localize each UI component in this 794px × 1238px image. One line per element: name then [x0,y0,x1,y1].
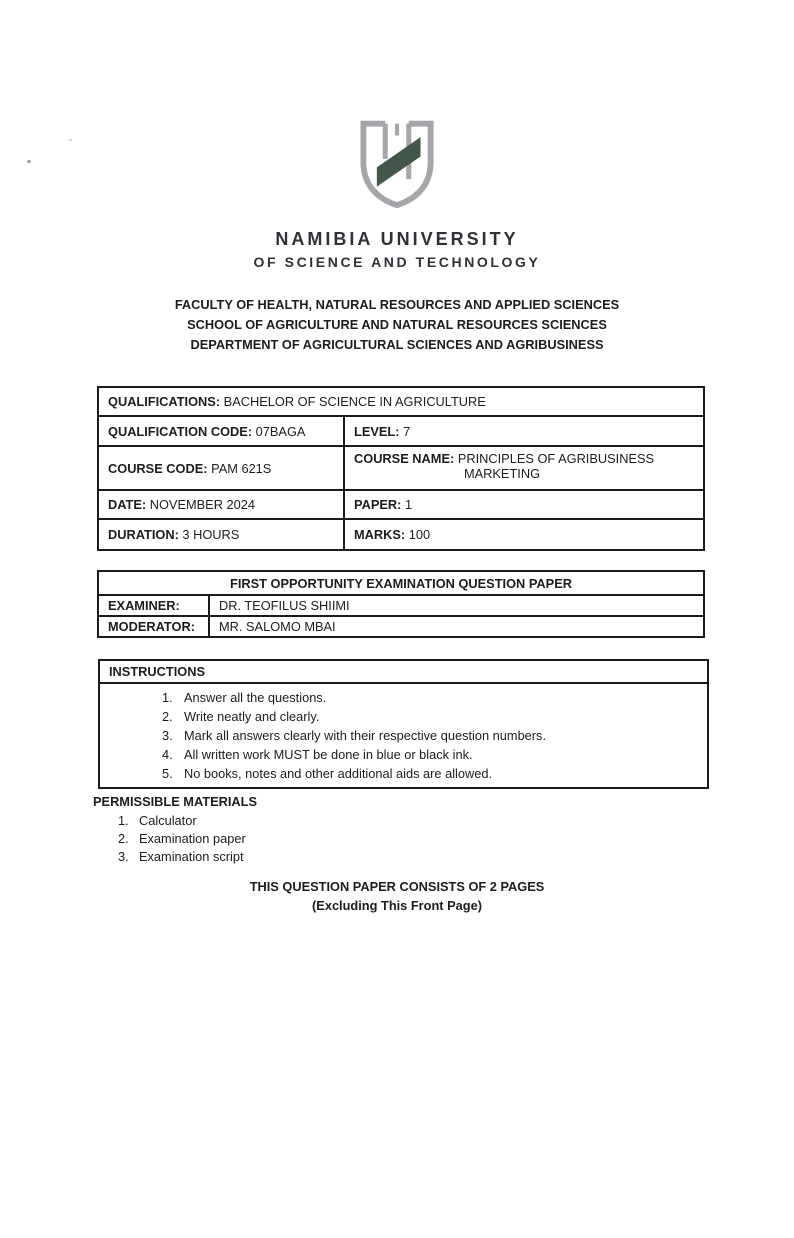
instructions-title: INSTRUCTIONS [100,661,707,684]
faculty-line: FACULTY OF HEALTH, NATURAL RESOURCES AND APPLIED SCIENCES [174,297,620,312]
table-row [98,519,704,550]
paper-label: PAPER: [354,497,402,512]
course-name-value-line2: MARKETING [463,466,541,481]
university-wordmark [0,229,794,270]
permissible-materials-list [118,812,794,866]
list-item: Calculator [139,813,197,828]
scan-speck [27,160,31,163]
exam-paper-title: FIRST OPPORTUNITY EXAMINATION QUESTION PAPER [98,571,704,595]
course-code-value: PAM 621S [211,460,272,476]
faculty-heading [0,295,794,355]
list-item: Write neatly and clearly. [184,709,320,724]
qualification-code-value: 07BAGA [255,423,306,439]
scan-speck [69,139,72,141]
marks-cell [344,519,704,550]
course-code-label: COURSE CODE: [108,460,208,476]
course-details-table [97,386,705,551]
level-value: 7 [403,423,411,439]
permissible-materials-title: PERMISSIBLE MATERIALS [93,794,257,809]
course-code-cell [98,446,344,490]
qualifications-cell [98,387,704,416]
table-row [98,595,704,616]
list-item: Answer all the questions. [184,690,327,705]
qualifications-value: BACHELOR OF SCIENCE IN AGRICULTURE [223,394,486,409]
course-name-value: PRINCIPLES OF AGRIBUSINESS [457,451,655,466]
university-logo [0,116,794,217]
marks-value: 100 [408,527,431,542]
list-item: No books, notes and other additional aids are allowed. [184,766,493,781]
list-item: Examination script [139,849,244,864]
instructions-list [100,684,707,787]
examiner-value: DR. TEOFILUS SHIIMI [209,595,704,616]
duration-cell [98,519,344,550]
course-name-label: COURSE NAME: [354,451,455,466]
qualifications-label: QUALIFICATIONS: [108,394,221,409]
table-row [98,616,704,637]
date-cell [98,490,344,519]
page-count-line1: THIS QUESTION PAPER CONSISTS OF 2 PAGES [249,879,545,894]
table-row [98,490,704,519]
duration-label: DURATION: [108,527,179,542]
table-row [98,416,704,446]
table-row [98,571,704,595]
date-label: DATE: [108,497,147,512]
instructions-box [98,659,709,789]
examiner-label: EXAMINER: [98,595,209,616]
list-item: All written work MUST be done in blue or black ink. [184,747,473,762]
list-item: Examination paper [139,831,246,846]
exam-paper-table [97,570,705,638]
course-name-cell [344,446,704,490]
list-item: Mark all answers clearly with their respective question numbers. [184,728,547,743]
level-cell [344,416,704,446]
qualification-code-label: QUALIFICATION CODE: [108,423,253,439]
table-row [98,446,704,490]
duration-value: 3 HOURS [182,527,240,542]
page-count-note [0,877,794,915]
moderator-label: MODERATOR: [98,616,209,637]
university-tagline: OF SCIENCE AND TECHNOLOGY [253,254,541,270]
level-label: LEVEL: [354,423,400,439]
paper-value: 1 [404,497,413,512]
school-line: SCHOOL OF AGRICULTURE AND NATURAL RESOURCES SCIENCES [187,317,607,332]
date-value: NOVEMBER 2024 [149,497,255,512]
paper-cell [344,490,704,519]
university-name: NAMIBIA UNIVERSITY [275,229,519,249]
marks-label: MARKS: [354,527,406,542]
department-line: DEPARTMENT OF AGRICULTURAL SCIENCES AND AGRIBUSINESS [190,337,604,352]
shield-logo-icon [355,116,439,212]
table-row [98,387,704,416]
moderator-value: MR. SALOMO MBAI [209,616,704,637]
qualification-code-cell [98,416,344,446]
page-count-line2: (Excluding This Front Page) [312,898,482,913]
